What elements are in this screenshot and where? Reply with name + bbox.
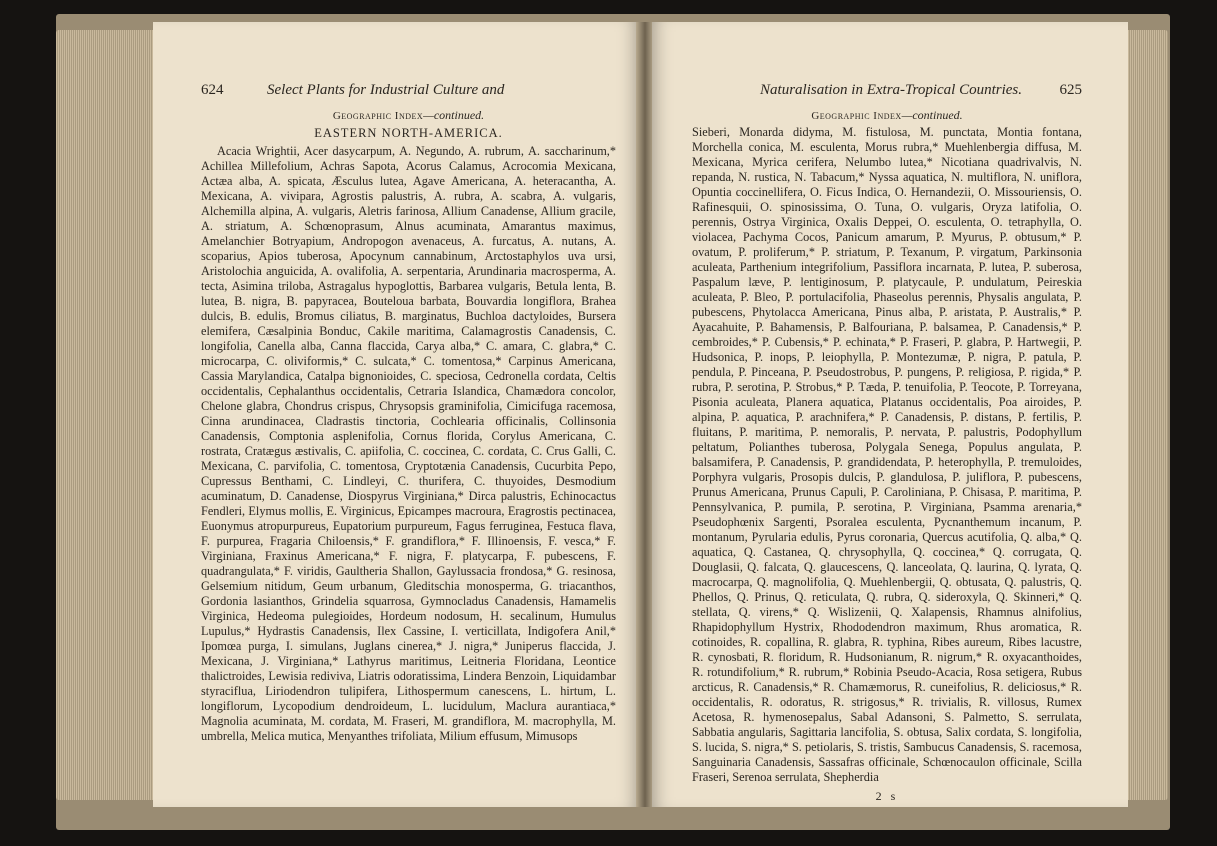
right-section-heading-italic: —continued. — [901, 108, 963, 122]
left-running-title: Select Plants for Industrial Culture and — [267, 82, 505, 98]
left-body-text: Acacia Wrightii, Acer dasycarpum, A. Negundo, A. rubrum, A. saccharinum,* Achillea Millefolium, Achras Sapota, Acorus Calamus, Acrocomia Mexicana, Actæa alba, A. spicata, Æsculus lutea, Agave Americana, A. heteracantha, A. Mexicana, A. vivipara, Agrostis palustris, A. rubra, A. scabra, A. vulgaris, Alchemilla alpina, A. vulgaris, Aletris farinosa, Allium Canadense, Allium gracile, A. striatum, A. Schœnoprasum, Alnus acuminata, Amarantus maximus, Amelanchier Botryapium, Andropogon avenaceus, A. furcatus, A. nutans, A. scoparius, Apios tuberosa, Apocynum cannabinum, Arctostaphylos uva ursi, Aristolochia anguicida, A. ovalifolia, A. serpentaria, Arundinaria macrosperma, A. tecta, Asimina triloba, Astragalus hypoglottis, Barbarea vulgaris, Betula lenta, B. lutea, B. nigra, B. papyracea, Bouteloua barbata, Bouvardia longiflora, Brahea dulcis, B. edulis, Bromus ciliatus, B. marginatus, Buchloa dactyloides, Bursera elemifera, Cæsalpinia Bonduc, Cakile maritima, Calamagrostis Canadensis, C. longifolia, Canella alba, Canna flaccida, Carya alba,* C. amara, C. glabra,* C. microcarpa, C. oliviformis,* C. sulcata,* C. tomentosa,* Carpinus Americana, Cassia Marylandica, Catalpa bignonioides, C. speciosa, Cedronella cordata, Celtis occidentalis, Cephalanthus occidentalis, Cetraria Islandica, Chamædora concolor, Chelone glabra, Chondrus crispus, Chrysopsis graminifolia, Cimicifuga racemosa, Cinna arundinacea, Cladrastis tinctoria, Cochlearia officinalis, Collinsonia Canadensis, Comptonia asplenifolia, Cornus florida, Corylus Americana, C. rostrata, Cratægus æstivalis, C. apiifolia, C. coccinea, C. cordata, C. Crus Galli, C. Mexicana, C. parvifolia, C. tomentosa, Cryptotænia Canadensis, Cucurbita Pepo, Cupressus Benthami, C. Lindleyi, C. thurifera, C. thuyoides, Desmodium acuminatum, D. Canadense, Diospyrus Virginiana,* Dirca palustris, Echinocactus Fendleri, Elymus mollis, E. Virginicus, Epicampes macroura, Eragrostis pectinacea, Euonymus atropurpureus, Eupatorium purpureum, Fagus ferruginea, Festuca flava, F. purpurea, Fragaria Chiloensis,* F. grandiflora,* F. Illinoensis, F. vesca,* F. Virginiana, Fraxinus Americana,* F. nigra, F. platycarpa, F. pubescens, F. quadrangulata,* F. viridis, Gaultheria Shallon, Gaylussacia frondosa,* G. resinosa, Gelsemium nitidum, Geum urbanum, Gleditschia monosperma, G. triacanthos, Gordonia lasianthos, Grindelia squarrosa, Gymnocladus Canadensis, Hamamelis Virginica, Hedeoma pulegioides, Hordeum nodosum, H. secalinum, Humulus Lupulus,* Hydrastis Canadensis, Ilex Cassine, I. verticillata, Indigofera Anil,* Ipomœa purga, I. simulans, Juglans cinerea,* J. nigra,* Juniperus flaccida, J. Mexicana, J. Virginiana,* Lathyrus maritimus, Leitneria Floridana, Leontice thalictroides, Lewisia rediviva, Liatris odoratissima, Lindera Benzoin, Liquidambar styraciflua, Liriodendron tulipifera, Lithospermum canescens, L. hirtum, L. longiflorum, Lycopodium dendroideum, L. lucidulum, Maclura aurantiaca,* Magnolia acuminata, M. cordata, M. Fraseri, M. grandiflora, M. macrophylla, M. umbrella, Melica mutica, Menyanthes trifoliata, Milium effusum, Mimusops — [201, 144, 616, 743]
right-page-number: 625 — [1059, 82, 1082, 98]
right-running-title: Naturalisation in Extra-Tropical Countries. — [760, 82, 1022, 98]
left-page-edges — [56, 30, 156, 800]
left-page-number: 624 — [201, 82, 224, 98]
right-page-edges — [1128, 30, 1168, 800]
right-section-heading-caps: Geographic Index — [811, 110, 902, 122]
left-section-heading — [201, 108, 616, 125]
signature-mark: 2 s — [875, 789, 899, 803]
left-running-head — [201, 82, 616, 106]
left-page — [153, 22, 638, 807]
right-body-text: Sieberi, Monarda didyma, M. fistulosa, M. punctata, Montia fontana, Morchella conica, M. esculenta, Morus rubra,* Muehlenbergia diffusa, M. Mexicana, Myrica cerifera, Nelumbo lutea,* Nicotiana quadrivalvis, N. repanda, N. rustica, N. Tabacum,* Nyssa aquatica, N. multiflora, N. uniflora, Opuntia coccinellifera, O. Ficus Indica, O. Hernandezii, O. Missouriensis, O. Rafinesquii, O. spinosissima, O. Tuna, O. vulgaris, Oryza latifolia, O. perennis, Ostrya Virginica, Oxalis Deppei, O. esculenta, O. tetraphylla, O. violacea, Pachyma Cocos, Panicum amarum, P. Myurus, P. obtusum,* P. ovatum, P. proliferum,* P. striatum, P. Texanum, P. virgatum, Parkinsonia aculeata, Parthenium integrifolium, Passiflora incarnata, P. lutea, P. suberosa, Paspalum læve, P. lentiginosum, P. platycaule, P. undulatum, Peireskia aculeata, P. Bleo, P. portulacifolia, Phaseolus perennis, Physalis angulata, P. pubescens, Phytolacca Americana, Pinus alba, P. aristata, P. Australis,* P. Ayacahuite, P. Bahamensis, P. Balfouriana, P. balsamea, P. Canadensis,* P. cembroides,* P. Cubensis,* P. echinata,* P. Fraseri, P. glabra, P. Hartwegii, P. Hudsonica, P. inops, P. leiophylla, P. Montezumæ, P. nigra, P. patula, P. pendula, P. Pinceana, P. Pseudostrobus, P. pungens, P. religiosa, P. rigida,* P. rubra, P. serotina, P. Strobus,* P. Tæda, P. tenuifolia, P. Teocote, P. Torreyana, Pisonia aculeata, Planera aquatica, Platanus occidentalis, Poa airoides, P. alpina, P. aquatica, P. arachnifera,* P. Canadensis, P. distans, P. fertilis, P. fluitans, P. maritima, P. nemoralis, P. nervata, P. palustris, Podophyllum peltatum, Polianthes tuberosa, Polygala Senega, Populus angulata, P. balsamifera, P. Canadensis, P. grandidendata, P. heterophylla, P. tremuloides, Porphyra vulgaris, Prosopis dulcis, P. glandulosa, P. juliflora, P. pubescens, Prunus Americana, Prunus Capuli, P. Caroliniana, P. Chisasa, P. maritima, P. Pennsylvanica, P. pumila, P. serotina, P. Virginiana, Psamma arenaria,* Pseudophœnix Sargenti, Psoralea esculenta, Pycnanthemum incanum, P. montanum, Pyrularia edulis, Pyrus coronaria, Quercus acutifolia, Q. alba,* Q. aquatica, Q. Castanea, Q. chrysophylla, Q. coccinea,* Q. corrugata, Q. Douglasii, Q. falcata, Q. glaucescens, Q. lanceolata, Q. laurina, Q. lyrata, Q. macrocarpa, Q. magnolifolia, Q. Muehlenbergii, Q. obtusata, Q. palustris, Q. Phellos, Q. Prinus, Q. reticulata, Q. rubra, Q. sideroxyla, Q. Skinneri,* Q. stellata, Q. virens,* Q. Wislizenii, Q. Xalapensis, Rhamnus alnifolius, Rhapidophyllum Hystrix, Rhododendron maximum, Rhus aromatica, R. cotinoides, R. copallina, R. glabra, R. typhina, Ribes aureum, Ribes lacustre, R. cynosbati, R. floridum, R. Hudsonianum, R. nigrum,* R. oxyacanthoides, R. rotundifolium,* R. rubrum,* Robinia Pseudo-Acacia, Rosa setigera, Rubus arcticus, R. Canadensis,* R. Chamæmorus, R. cuneifolius, R. deliciosus,* R. occidentalis, R. odoratus, R. strigosus,* R. trivialis, R. villosus, Rumex Acetosa, R. hymenosepalus, Sabal Adansoni, S. Palmetto, S. serrulata, Sabbatia angularis, Sagittaria lancifolia, S. obtusa, Salix cordata, S. longifolia, S. lucida, S. nigra,* S. petiolaris, S. tristis, Sambucus Canadensis, S. racemosa, Sanguinaria Canadensis, Sassafras officinale, Schœnocaulon officinale, Scilla Fraseri, Serenoa serrulata, Shepherdia — [692, 125, 1082, 784]
right-page — [652, 22, 1128, 807]
left-section-heading-caps: Geographic Index — [332, 110, 424, 122]
right-section-heading — [692, 108, 1082, 125]
right-running-head — [692, 82, 1082, 106]
left-section-heading-italic: —continued. — [423, 108, 485, 122]
region-heading: EASTERN NORTH-AMERICA. — [314, 126, 503, 140]
